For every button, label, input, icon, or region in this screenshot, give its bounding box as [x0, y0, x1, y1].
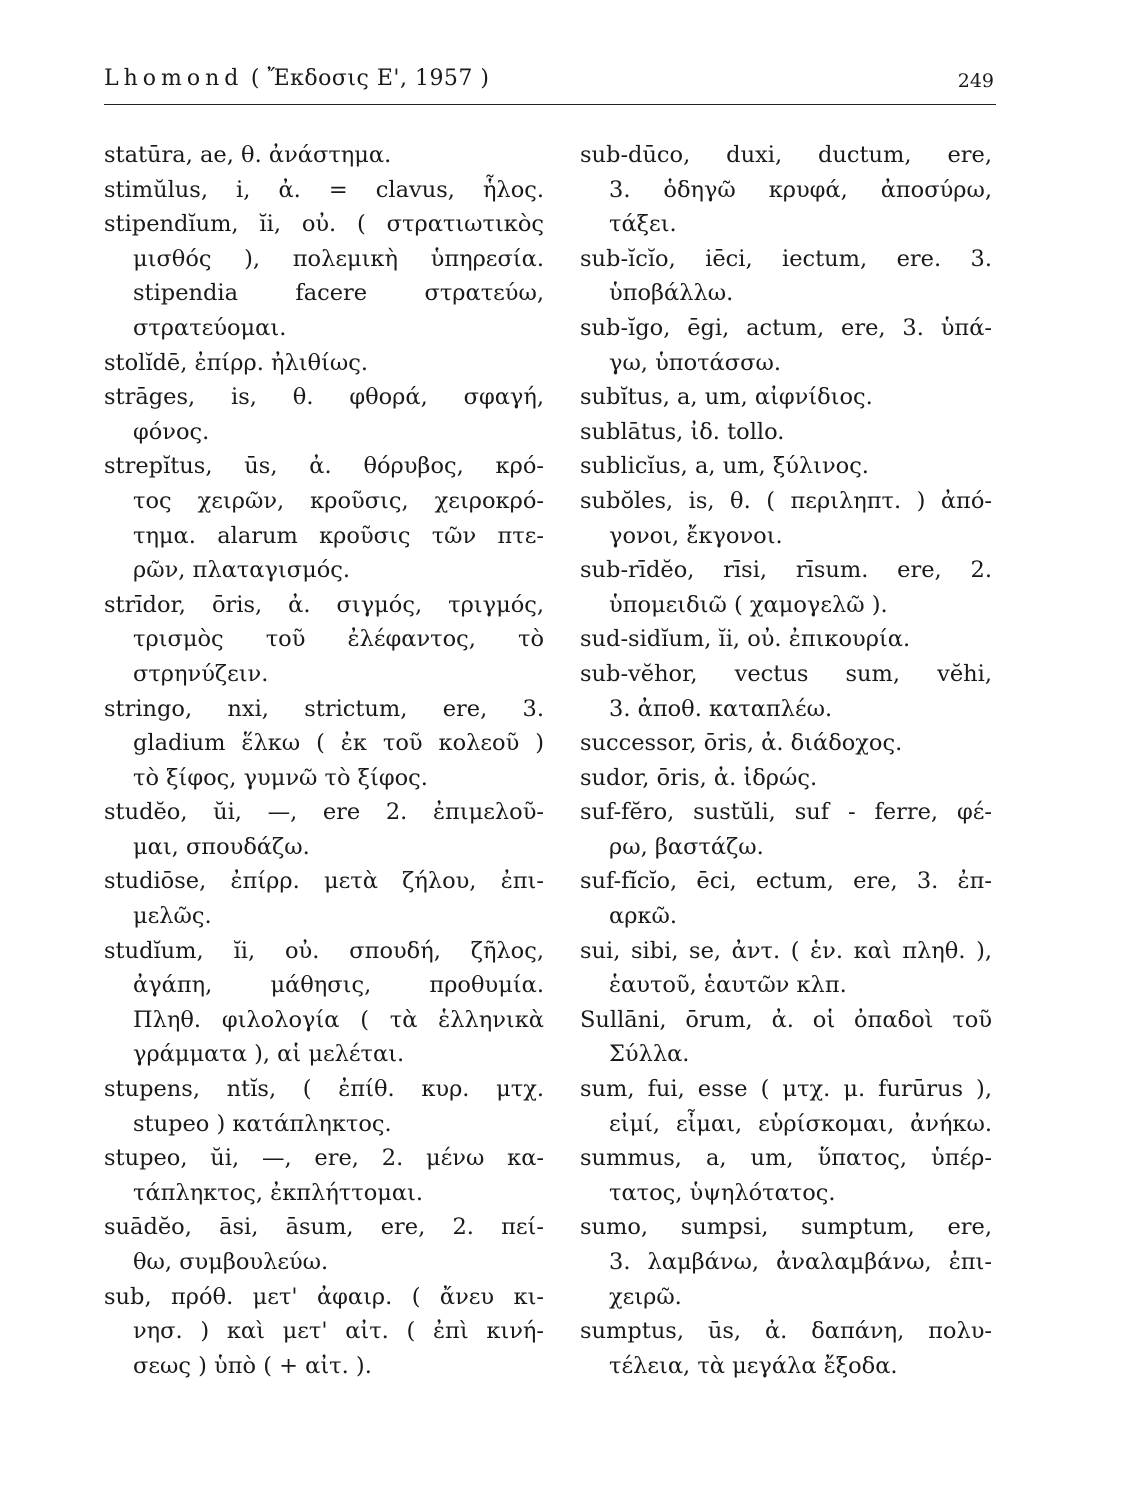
dictionary-line: τημα. alarum κροῦσις τῶν πτε-: [133, 522, 544, 549]
dictionary-line: τος χειρῶν, κροῦσις, χειροκρό-: [133, 487, 544, 514]
running-title-edition: ( Ἔκδοσις Ε', 1957 ): [250, 66, 490, 91]
dictionary-line: γω, ὑποτάσσω.: [609, 349, 781, 376]
dictionary-line: ἑαυτοῦ, ἑαυτῶν κλπ.: [609, 972, 847, 999]
dictionary-line: gladium ἕλκω ( ἐκ τοῦ κολεοῦ ): [133, 730, 544, 757]
dictionary-line: suādĕo, āsi, āsum, ere, 2. πεί-: [104, 1214, 544, 1241]
dictionary-line: sub-vĕhor, vectus sum, vĕhi,: [580, 660, 992, 687]
dictionary-line: γράμματα ), αἱ μελέται.: [133, 1041, 405, 1068]
dictionary-line: sud-sidĭum, ĭi, οὐ. ἐπικουρία.: [580, 626, 911, 653]
page-header: [104, 66, 996, 106]
dictionary-line: stipendĭum, ĭi, οὐ. ( στρατιωτικὸς: [104, 211, 544, 238]
dictionary-line: sub-dūco, duxi, ductum, ere,: [580, 142, 992, 168]
header-rule: [104, 104, 996, 105]
dictionary-line: sum, fui, esse ( μτχ. μ. furūrus ),: [580, 1076, 992, 1103]
dictionary-line: stupeo ) κατάπληκτος.: [133, 1110, 392, 1137]
right-column: [580, 138, 992, 1383]
dictionary-line: τάξει.: [609, 211, 677, 238]
dictionary-line: strāges, is, θ. φθορά, σφαγή,: [104, 384, 544, 411]
dictionary-line: sublicĭus, a, um, ξύλινος.: [580, 453, 869, 480]
dictionary-line: strepĭtus, ūs, ἀ. θόρυβος, κρό-: [104, 453, 544, 480]
dictionary-line: subĭtus, a, um, αἰφνίδιος.: [580, 384, 873, 411]
dictionary-line: sublātus, ἰδ. tollo.: [580, 418, 785, 445]
dictionary-line: τατος, ὑψηλότατος.: [609, 1179, 836, 1206]
page-number: 249: [957, 70, 994, 92]
dictionary-line: studĕo, ŭi, —, ere 2. ἐπιμελοῦ-: [104, 799, 544, 826]
dictionary-line: ρῶν, πλαταγισμός.: [133, 557, 350, 584]
left-column: [104, 138, 544, 1383]
running-title-name: Lhomond: [104, 66, 244, 91]
dictionary-line: τέλεια, τὰ μεγάλα ἔξοδα.: [609, 1352, 898, 1379]
dictionary-line: sumptus, ūs, ἀ. δαπάνη, πολυ-: [580, 1318, 992, 1345]
dictionary-line: stringo, nxi, strictum, ere, 3.: [104, 695, 544, 722]
dictionary-line: sub-rīdĕo, rīsi, rīsum. ere, 2.: [580, 557, 992, 584]
dictionary-line: stipendia facere στρατεύω,: [133, 280, 544, 307]
dictionary-line: μισθός ), πολεμικὴ ὑπηρεσία.: [133, 245, 544, 272]
dictionary-line: Σύλλα.: [609, 1041, 690, 1068]
dictionary-line: ἀγάπη, μάθησις, προθυμία.: [133, 972, 544, 999]
dictionary-line: τρισμὸς τοῦ ἐλέφαντος, τὸ: [133, 626, 544, 653]
dictionary-line: sui, sibi, se, ἀντ. ( ἑν. καὶ πληθ. ),: [580, 937, 992, 964]
dictionary-line: sub-ĭgo, ēgi, actum, ere, 3. ὑπά-: [580, 314, 992, 341]
dictionary-line: 3. ἀποθ. καταπλέω.: [609, 695, 833, 722]
dictionary-line: ρω, βαστάζω.: [609, 833, 764, 860]
dictionary-line: stolĭdē, ἐπίρρ. ἠλιθίως.: [104, 349, 369, 376]
dictionary-line: stupeo, ŭi, —, ere, 2. μένω κα-: [104, 1145, 544, 1172]
dictionary-line: successor, ōris, ἀ. διάδοχος.: [580, 730, 903, 757]
dictionary-line: σεως ) ὑπὸ ( + αἰτ. ).: [133, 1352, 372, 1379]
dictionary-line: Sullāni, ōrum, ἀ. οἱ ὀπαδοὶ τοῦ: [580, 1006, 992, 1033]
dictionary-line: μαι, σπουδάζω.: [133, 833, 310, 860]
dictionary-line: ὑπομειδιῶ ( χαμογελῶ ).: [609, 591, 888, 618]
dictionary-line: εἰμί, εἶμαι, εὑρίσκομαι, ἀνήκω.: [609, 1110, 992, 1137]
dictionary-line: 3. λαμβάνω, ἀναλαμβάνω, ἐπι-: [609, 1249, 992, 1275]
dictionary-line: φόνος.: [133, 418, 210, 445]
dictionary-line: summus, a, um, ὕπατος, ὑπέρ-: [580, 1145, 992, 1172]
dictionary-line: 3. ὁδηγῶ κρυφά, ἀποσύρω,: [609, 176, 992, 203]
dictionary-line: sub, πρόθ. μετ' ἀφαιρ. ( ἄνευ κι-: [104, 1283, 544, 1310]
dictionary-line: θω, συμβουλεύω.: [133, 1249, 329, 1275]
dictionary-line: statūra, ae, θ. ἀνάστημα.: [104, 142, 392, 168]
dictionary-line: μελῶς.: [133, 903, 212, 930]
dictionary-line: ὑποβάλλω.: [609, 280, 734, 307]
dictionary-line: χειρῶ.: [609, 1283, 682, 1310]
dictionary-line: subŏles, is, θ. ( περιληπτ. ) ἀπό-: [580, 487, 992, 514]
dictionary-line: αρκῶ.: [609, 903, 677, 930]
dictionary-line: στρατεύομαι.: [133, 314, 287, 341]
dictionary-line: sudor, ōris, ἀ. ἱδρώς.: [580, 764, 818, 791]
dictionary-line: stupens, ntĭs, ( ἐπίθ. κυρ. μτχ.: [104, 1076, 544, 1103]
dictionary-line: Πληθ. φιλολογία ( τὰ ἑλληνικὰ: [133, 1006, 544, 1033]
dictionary-line: sub-ĭcĭo, iēci, iectum, ere. 3.: [580, 245, 992, 272]
dictionary-line: suf-fĭcĭo, ēci, ectum, ere, 3. ἐπ-: [580, 868, 992, 895]
dictionary-line: strīdor, ōris, ἀ. σιγμός, τριγμός,: [104, 591, 544, 618]
dictionary-line: studiōse, ἐπίρρ. μετὰ ζήλου, ἐπι-: [104, 868, 544, 895]
dictionary-line: τάπληκτος, ἐκπλήττομαι.: [133, 1179, 424, 1206]
dictionary-line: γονοι, ἔκγονοι.: [609, 522, 783, 549]
dictionary-line: stimŭlus, i, ἀ. = clavus, ἧλος.: [104, 176, 544, 203]
dictionary-line: sumo, sumpsi, sumptum, ere,: [580, 1214, 992, 1241]
dictionary-line: νησ. ) καὶ μετ' αἰτ. ( ἐπὶ κινή-: [133, 1318, 544, 1345]
running-title: [104, 66, 490, 91]
dictionary-line: suf-fĕro, sustŭli, suf - ferre, φέ-: [580, 799, 992, 826]
dictionary-line: τὸ ξίφος, γυμνῶ τὸ ξίφος.: [133, 764, 428, 791]
dictionary-line: στρηνύζειν.: [133, 660, 269, 687]
dictionary-line: studĭum, ĭi, οὐ. σπουδή, ζῆλος,: [104, 937, 544, 964]
